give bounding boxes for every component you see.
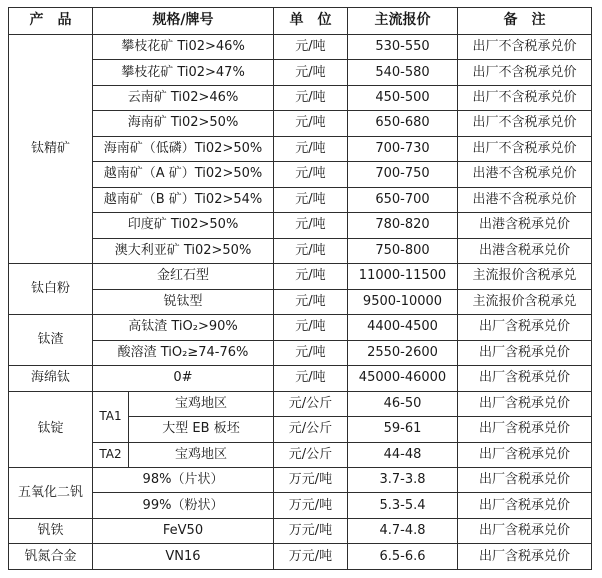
price-cell: 45000-46000 (348, 366, 458, 391)
unit-cell: 元/吨 (274, 60, 348, 85)
unit-cell: 元/吨 (274, 213, 348, 238)
table-row (9, 366, 592, 391)
unit-cell: 万元/吨 (274, 493, 348, 518)
table-row (9, 467, 592, 492)
note-cell: 出厂含税承兑价 (458, 366, 592, 391)
price-cell: 4400-4500 (348, 315, 458, 340)
price-cell: 780-820 (348, 213, 458, 238)
price-cell: 4.7-4.8 (348, 518, 458, 543)
spec-cell: 高钛渣 TiO₂>90% (93, 315, 274, 340)
table-row (9, 442, 592, 467)
spec-cell: 99%（粉状） (93, 493, 274, 518)
spec-cell: 印度矿 Ti02>50% (93, 213, 274, 238)
price-cell: 3.7-3.8 (348, 467, 458, 492)
price-cell: 59-61 (348, 417, 458, 442)
unit-cell: 元/吨 (274, 315, 348, 340)
table-row (9, 187, 592, 212)
note-cell: 出厂不含税承兑价 (458, 35, 592, 60)
price-cell: 450-500 (348, 85, 458, 110)
note-cell: 主流报价含税承兑 (458, 264, 592, 289)
product-cell-titanium-dioxide: 钛白粉 (9, 264, 93, 315)
product-cell-vanadium-nitrogen-alloy: 钒氮合金 (9, 544, 93, 570)
unit-cell: 元/吨 (274, 111, 348, 136)
spec-cell: 越南矿（A 矿）Ti02>50% (93, 162, 274, 187)
table-row (9, 136, 592, 161)
price-cell: 5.3-5.4 (348, 493, 458, 518)
table-row (9, 238, 592, 263)
price-cell: 9500-10000 (348, 289, 458, 314)
price-cell: 700-730 (348, 136, 458, 161)
product-cell-titanium-concentrate: 钛精矿 (9, 35, 93, 264)
unit-cell: 元/吨 (274, 264, 348, 289)
grade-cell-ta1: TA1 (93, 391, 129, 442)
spec-cell: 0# (93, 366, 274, 391)
unit-cell: 元/吨 (274, 289, 348, 314)
unit-cell: 万元/吨 (274, 467, 348, 492)
price-cell: 11000-11500 (348, 264, 458, 289)
note-cell: 出港不含税承兑价 (458, 187, 592, 212)
table-row (9, 493, 592, 518)
note-cell: 出厂含税承兑价 (458, 340, 592, 365)
spec-cell: 海南矿（低磷）Ti02>50% (93, 136, 274, 161)
spec-cell: 越南矿（B 矿）Ti02>54% (93, 187, 274, 212)
price-cell: 700-750 (348, 162, 458, 187)
table-row (9, 162, 592, 187)
table-row (9, 35, 592, 60)
price-cell: 530-550 (348, 35, 458, 60)
table-row (9, 340, 592, 365)
spec-cell: 锐钛型 (93, 289, 274, 314)
note-cell: 出厂含税承兑价 (458, 391, 592, 416)
table-row (9, 85, 592, 110)
spec-cell: 海南矿 Ti02>50% (93, 111, 274, 136)
note-cell: 出厂不含税承兑价 (458, 111, 592, 136)
note-cell: 出港含税承兑价 (458, 213, 592, 238)
price-cell: 750-800 (348, 238, 458, 263)
unit-cell: 万元/吨 (274, 518, 348, 543)
table-row (9, 544, 592, 570)
price-cell: 540-580 (348, 60, 458, 85)
unit-cell: 元/吨 (274, 238, 348, 263)
unit-cell: 元/吨 (274, 187, 348, 212)
table-row (9, 315, 592, 340)
table-row (9, 391, 592, 416)
note-cell: 出厂不含税承兑价 (458, 60, 592, 85)
table-row (9, 213, 592, 238)
spec-cell: 澳大利亚矿 Ti02>50% (93, 238, 274, 263)
spec-cell: 大型 EB 板坯 (129, 417, 274, 442)
note-cell: 出厂含税承兑价 (458, 518, 592, 543)
price-cell: 650-700 (348, 187, 458, 212)
unit-cell: 元/吨 (274, 366, 348, 391)
price-cell: 650-680 (348, 111, 458, 136)
note-cell: 主流报价含税承兑 (458, 289, 592, 314)
table-row (9, 289, 592, 314)
note-cell: 出厂不含税承兑价 (458, 136, 592, 161)
spec-cell: 金红石型 (93, 264, 274, 289)
header-product: 产 品 (9, 8, 93, 35)
unit-cell: 元/公斤 (274, 391, 348, 416)
note-cell: 出厂含税承兑价 (458, 417, 592, 442)
unit-cell: 元/吨 (274, 85, 348, 110)
note-cell: 出厂含税承兑价 (458, 442, 592, 467)
unit-cell: 元/公斤 (274, 417, 348, 442)
unit-cell: 元/公斤 (274, 442, 348, 467)
header-spec: 规格/牌号 (93, 8, 274, 35)
spec-cell: 宝鸡地区 (129, 391, 274, 416)
spec-cell: FeV50 (93, 518, 274, 543)
price-cell: 6.5-6.6 (348, 544, 458, 570)
unit-cell: 元/吨 (274, 35, 348, 60)
note-cell: 出厂含税承兑价 (458, 544, 592, 570)
table-row (9, 111, 592, 136)
price-cell: 2550-2600 (348, 340, 458, 365)
grade-cell-ta2: TA2 (93, 442, 129, 467)
product-cell-titanium-ingot: 钛锭 (9, 391, 93, 467)
spec-cell: 攀枝花矿 Ti02>47% (93, 60, 274, 85)
note-cell: 出厂含税承兑价 (458, 467, 592, 492)
unit-cell: 元/吨 (274, 340, 348, 365)
header-price: 主流报价 (348, 8, 458, 35)
price-table (8, 7, 592, 570)
note-cell: 出港含税承兑价 (458, 238, 592, 263)
note-cell: 出厂含税承兑价 (458, 493, 592, 518)
note-cell: 出厂不含税承兑价 (458, 85, 592, 110)
spec-cell: 攀枝花矿 Ti02>46% (93, 35, 274, 60)
spec-cell: 宝鸡地区 (129, 442, 274, 467)
table-row (9, 264, 592, 289)
table-header-row (9, 8, 592, 35)
note-cell: 出厂含税承兑价 (458, 315, 592, 340)
product-cell-ferrovanadium: 钒铁 (9, 518, 93, 543)
unit-cell: 元/吨 (274, 162, 348, 187)
spec-cell: 98%（片状） (93, 467, 274, 492)
spec-cell: VN16 (93, 544, 274, 570)
spec-cell: 云南矿 Ti02>46% (93, 85, 274, 110)
table-row (9, 60, 592, 85)
product-cell-titanium-sponge: 海绵钛 (9, 366, 93, 391)
product-cell-titanium-slag: 钛渣 (9, 315, 93, 366)
table-row (9, 518, 592, 543)
price-cell: 44-48 (348, 442, 458, 467)
price-cell: 46-50 (348, 391, 458, 416)
note-cell: 出港不含税承兑价 (458, 162, 592, 187)
header-unit: 单 位 (274, 8, 348, 35)
unit-cell: 元/吨 (274, 136, 348, 161)
product-cell-vanadium-pentoxide: 五氧化二钒 (9, 467, 93, 518)
unit-cell: 万元/吨 (274, 544, 348, 570)
header-note: 备 注 (458, 8, 592, 35)
spec-cell: 酸溶渣 TiO₂≥74-76% (93, 340, 274, 365)
